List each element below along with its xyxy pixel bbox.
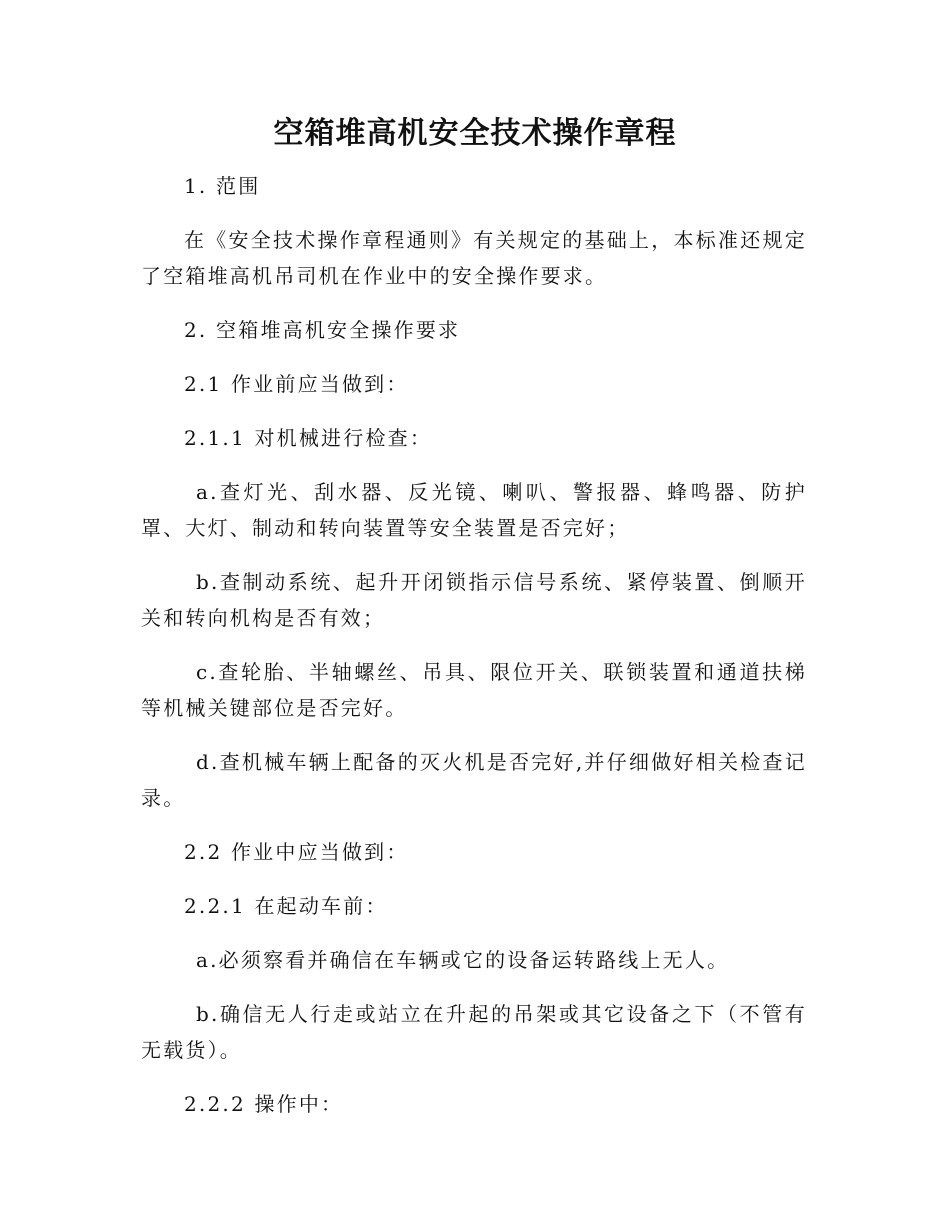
- paragraph-scope-body: 在《安全技术操作章程通则》有关规定的基础上，本标准还规定了空箱堆高机吊司机在作业中的安全操作要求。: [141, 228, 807, 288]
- subsection-heading-2-2: 2.2 作业中应当做到：: [184, 840, 409, 864]
- list-item-2-2-1-b: b.确信无人行走或站立在升起的吊架或其它设备之下（不管有无载货）。: [141, 1002, 807, 1062]
- subsection-heading-2-2-1: 2.2.1 在起动车前：: [184, 894, 388, 918]
- document-title: 空箱堆高机安全技术操作章程: [273, 116, 677, 151]
- subsection-heading-2-2-2: 2.2.2 操作中：: [184, 1092, 344, 1116]
- document-body: [141, 168, 807, 1140]
- section-heading-requirements: 2. 空箱堆高机安全操作要求: [184, 318, 461, 342]
- list-item-2-1-1-b: b.查制动系统、起升开闭锁指示信号系统、紧停装置、倒顺开关和转向机构是否有效；: [141, 570, 807, 630]
- list-item-2-1-1-c: c.查轮胎、半轴螺丝、吊具、限位开关、联锁装置和通道扶梯等机械关键部位是否完好。: [141, 660, 807, 720]
- list-item-2-1-1-a: a.查灯光、刮水器、反光镜、喇叭、警报器、蜂鸣器、防护罩、大灯、制动和转向装置等安全装置是否完好；: [141, 480, 807, 540]
- subsection-heading-2-1-1: 2.1.1 对机械进行检查：: [184, 426, 433, 450]
- list-item-2-1-1-d: d.查机械车辆上配备的灭火机是否完好,并仔细做好相关检查记录。: [141, 750, 807, 810]
- subsection-heading-2-1: 2.1 作业前应当做到：: [184, 372, 409, 396]
- list-item-2-2-1-a: a.必须察看并确信在车辆或它的设备运转路线上无人。: [196, 948, 730, 972]
- section-heading-scope: 1. 范围: [184, 174, 261, 198]
